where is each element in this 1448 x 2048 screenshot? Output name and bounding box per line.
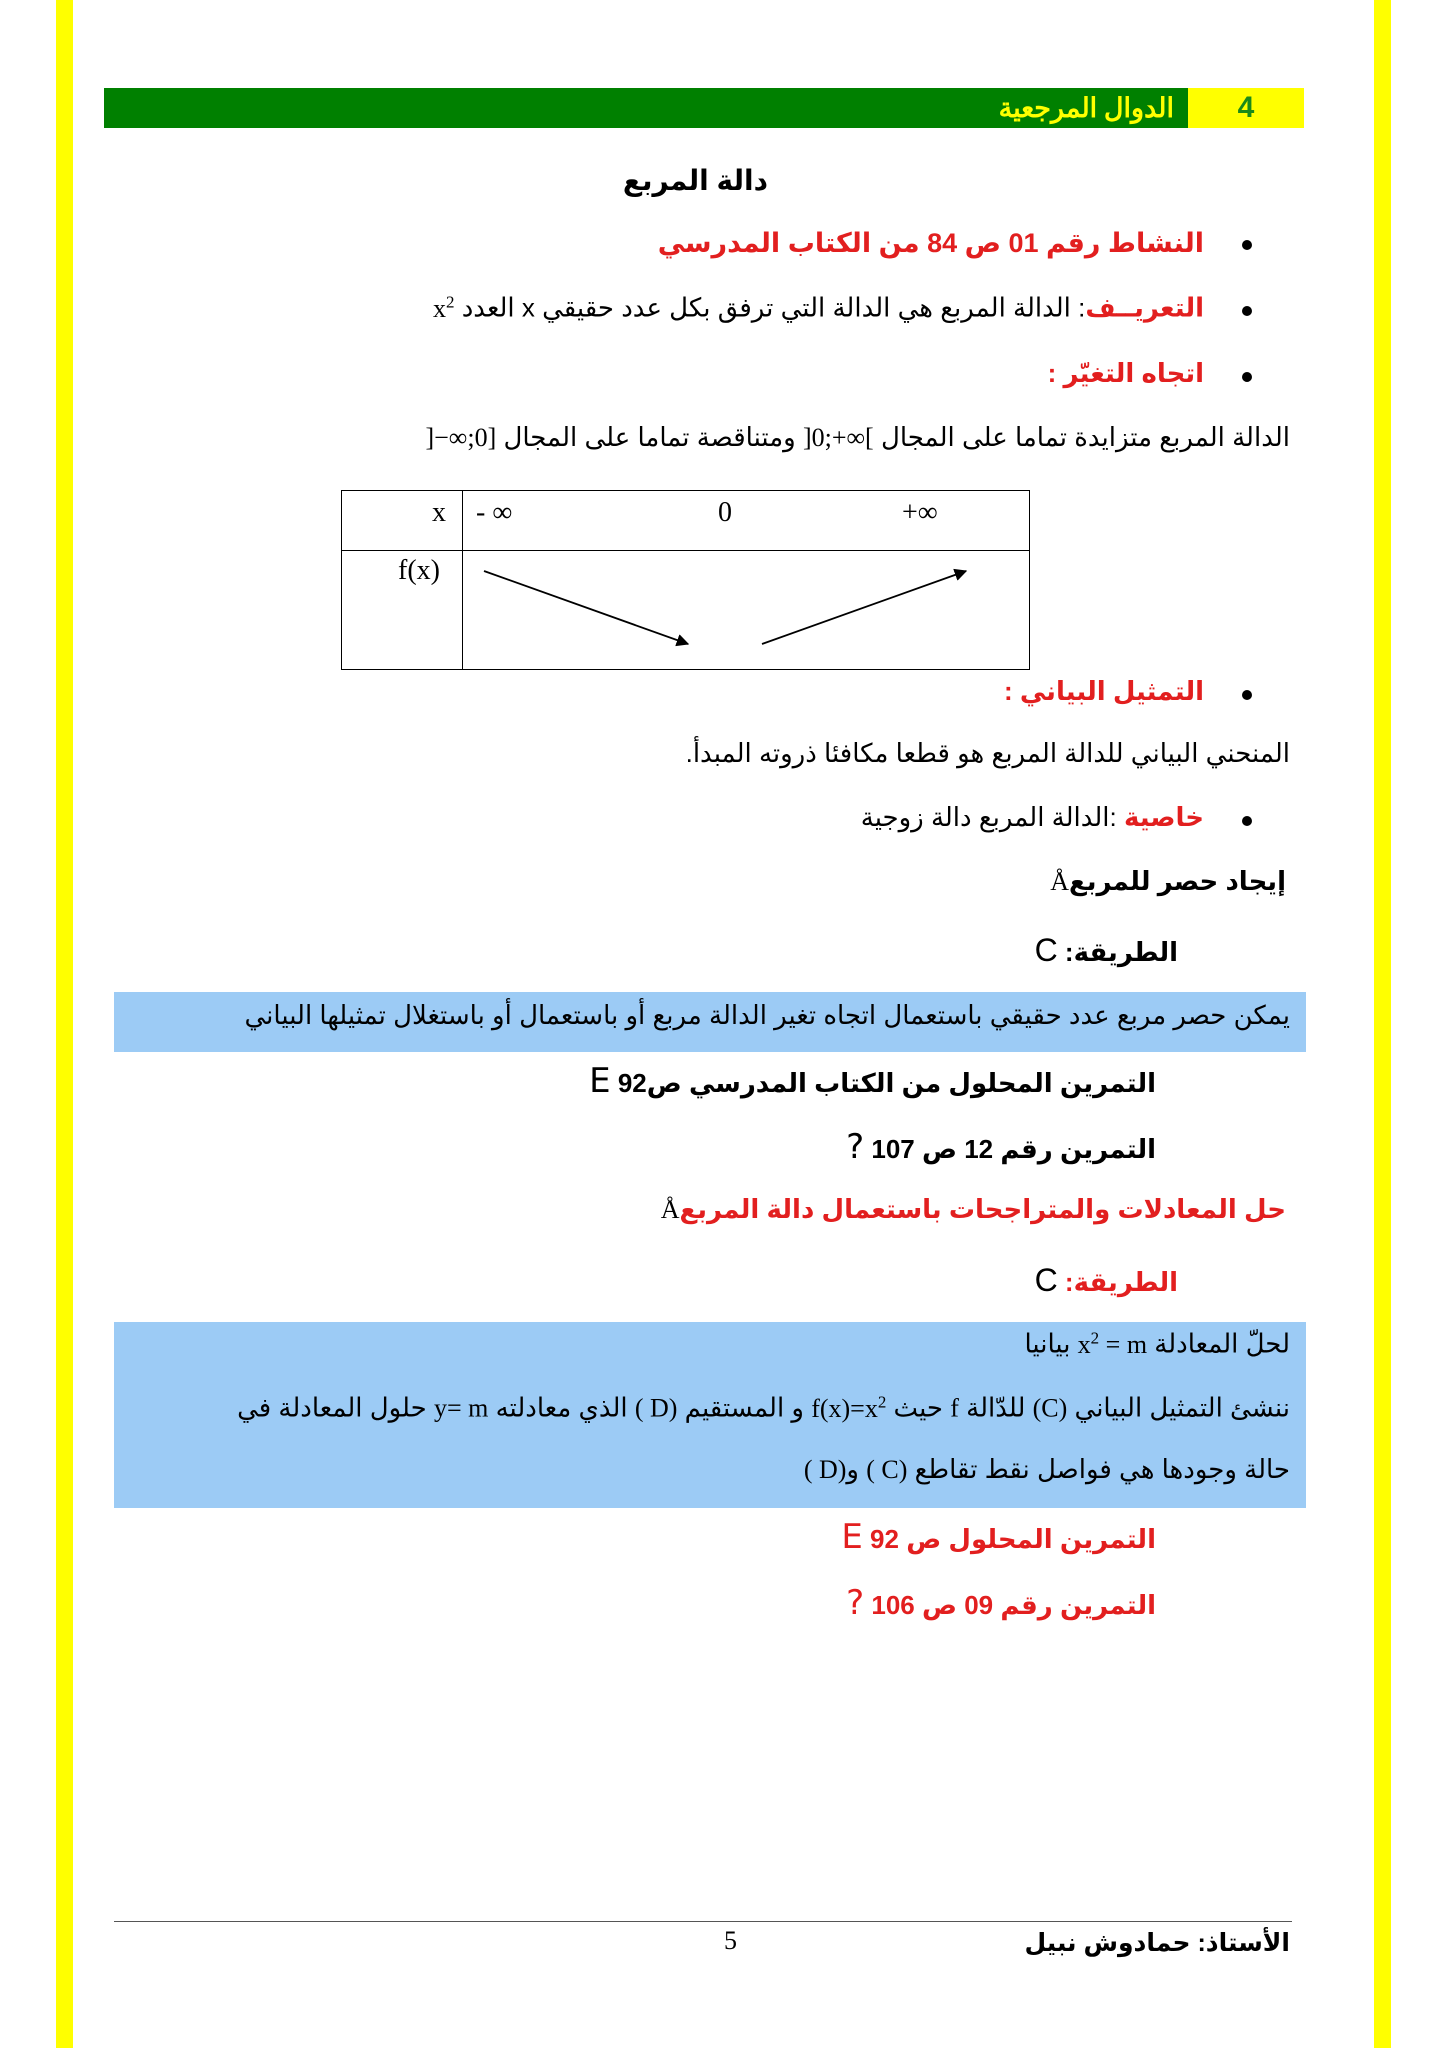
equations-line-2 xyxy=(237,1392,1290,1424)
eq-line2-e: و المستقيم xyxy=(677,1392,812,1423)
eq-line2-h: حلول المعادلة في xyxy=(237,1392,434,1423)
table-zero: 0 xyxy=(718,497,732,528)
framing-method-label: الطريقة: xyxy=(1064,937,1178,967)
framing-ex1-text: التمرين المحلول من الكتاب المدرسي ص92 xyxy=(617,1068,1156,1098)
activity-line: النشاط رقم 01 ص 84 من الكتاب المدرسي xyxy=(657,228,1204,258)
eq-line1-b: بيانيا xyxy=(1024,1328,1078,1359)
eq-line1-formula xyxy=(1078,1330,1147,1359)
equations-exercise-solved xyxy=(841,1517,1156,1557)
bullet-icon xyxy=(1242,816,1252,826)
eq-line2-a: ننشئ التمثيل البياني xyxy=(1067,1392,1290,1423)
equations-line-1 xyxy=(1024,1328,1290,1360)
increasing-arrow xyxy=(762,571,966,644)
eq-line2-g: الذي معادلته xyxy=(488,1392,635,1423)
framing-ex2-text: التمرين رقم 12 ص 107 xyxy=(871,1134,1156,1164)
equations-ex2-text: التمرين رقم 09 ص 106 xyxy=(871,1590,1156,1620)
framing-box-text: يمكن حصر مربع عدد حقيقي باستعمال اتجاه تغير الدالة مربع أو باستعمال أو باستغلال تمثيلها البياني xyxy=(244,1000,1290,1030)
eq-line3-b: و xyxy=(846,1454,867,1484)
exercise-question-icon: ? xyxy=(846,1127,865,1167)
exercise-e-icon: E xyxy=(841,1517,863,1557)
property-sep: : xyxy=(1109,802,1117,832)
property-line xyxy=(861,802,1204,833)
eq-line2-exponent: 2 xyxy=(877,1392,887,1411)
yellow-border-right xyxy=(1374,0,1391,2048)
eq-line1-a: لحلّ المعادلة xyxy=(1147,1328,1290,1359)
definition-label: التعريــف xyxy=(1085,292,1204,323)
property-text: الدالة المربع دالة زوجية xyxy=(860,802,1110,832)
eq-line1-exponent: 2 xyxy=(1090,1328,1100,1347)
table-minus-infinity: - ∞ xyxy=(476,497,513,528)
equations-method xyxy=(1035,1262,1178,1299)
footer-author: الأستاذ: حمادوش نبيل xyxy=(1024,1929,1290,1957)
eq-line2-d: حيث xyxy=(886,1392,951,1423)
bullet-icon xyxy=(1242,306,1252,316)
equations-glyph-icon: Å xyxy=(660,1195,680,1224)
equations-line-3 xyxy=(804,1454,1290,1485)
framing-title-text: إيجاد حصر للمربع xyxy=(1068,866,1286,896)
variation-sentence xyxy=(425,422,1290,453)
framing-exercise-solved xyxy=(589,1061,1156,1101)
equations-title-text: حل المعادلات والمتراجحات باستعمال دالة المربع xyxy=(679,1194,1286,1224)
framing-method xyxy=(1035,932,1178,969)
exercise-question-icon: ? xyxy=(846,1583,865,1623)
bullet-icon xyxy=(1242,240,1252,250)
framing-method-glyph-icon: C xyxy=(1034,932,1058,968)
decreasing-arrow xyxy=(484,571,688,644)
yellow-border-left xyxy=(56,0,73,2048)
eq-line3-d: ( D) xyxy=(803,1455,847,1484)
equations-method-label: الطريقة: xyxy=(1064,1267,1178,1297)
chapter-number: 4 xyxy=(1188,88,1304,128)
eq-line2-c: (C) xyxy=(1032,1393,1068,1423)
chapter-header xyxy=(104,88,1304,128)
definition-text: الدالة المربع هي الدالة التي ترفق بكل عدد حقيقي x العدد xyxy=(454,292,1071,323)
graph-label: التمثيل البياني : xyxy=(1004,676,1204,706)
eq-line1-equals-m: = m xyxy=(1099,1329,1148,1359)
framing-title xyxy=(1050,866,1286,897)
bullet-icon xyxy=(1242,690,1252,700)
graph-text: المنحني البياني للدالة المربع هو قطعا مكافئا ذروته المبدأ. xyxy=(685,738,1290,768)
equations-title xyxy=(661,1194,1286,1225)
eq-line2-fx xyxy=(811,1394,886,1423)
variation-sentence-a: الدالة المربع متزايدة تماما على المجال xyxy=(873,422,1290,452)
table-fx-label: f(x) xyxy=(398,555,440,586)
chapter-title: الدوال المرجعية xyxy=(104,88,1188,128)
eq-line2-b: للدّالة xyxy=(958,1392,1033,1423)
definition-sep: : xyxy=(1070,292,1086,323)
exercise-e-icon: E xyxy=(589,1061,611,1101)
variation-label: اتجاه التغيّر : xyxy=(1047,358,1204,388)
section-title: دالة المربع xyxy=(622,165,768,196)
table-plus-infinity: +∞ xyxy=(902,497,938,528)
bullet-icon xyxy=(1242,372,1252,382)
equations-ex1-text: التمرين المحلول ص 92 xyxy=(870,1524,1156,1554)
page-number: 5 xyxy=(724,1926,737,1955)
eq-line2-fx-text: f(x)=x xyxy=(811,1393,878,1423)
footer-rule xyxy=(114,1921,1292,1922)
table-x-label: x xyxy=(432,497,446,528)
variation-arrows xyxy=(342,491,1031,671)
property-label: خاصية xyxy=(1116,802,1204,832)
definition-exponent: 2 xyxy=(446,292,455,311)
definition-x: x xyxy=(433,293,446,323)
eq-line2-f: f xyxy=(950,1393,959,1423)
interval-positive: ]0;+∞[ xyxy=(802,423,874,452)
framing-exercise-12 xyxy=(846,1127,1156,1167)
eq-line3-c: ( C) xyxy=(866,1455,908,1484)
equations-method-glyph-icon: C xyxy=(1034,1262,1058,1298)
eq-line3-a: حالة وجودها هي فواصل نقط تقاطع xyxy=(907,1454,1290,1484)
definition-line xyxy=(433,292,1204,324)
equations-exercise-09 xyxy=(846,1583,1156,1623)
variation-sentence-b: ومتناقصة تماما على المجال xyxy=(496,422,803,452)
eq-line2-D: ( D) xyxy=(634,1393,678,1423)
definition-x2 xyxy=(433,294,455,323)
framing-glyph-icon: Å xyxy=(1050,867,1069,896)
eq-line1-x: x xyxy=(1077,1329,1091,1359)
interval-negative: ]−∞;0] xyxy=(425,423,497,452)
eq-line2-ym: y= m xyxy=(433,1393,489,1423)
variation-table xyxy=(341,490,1030,670)
